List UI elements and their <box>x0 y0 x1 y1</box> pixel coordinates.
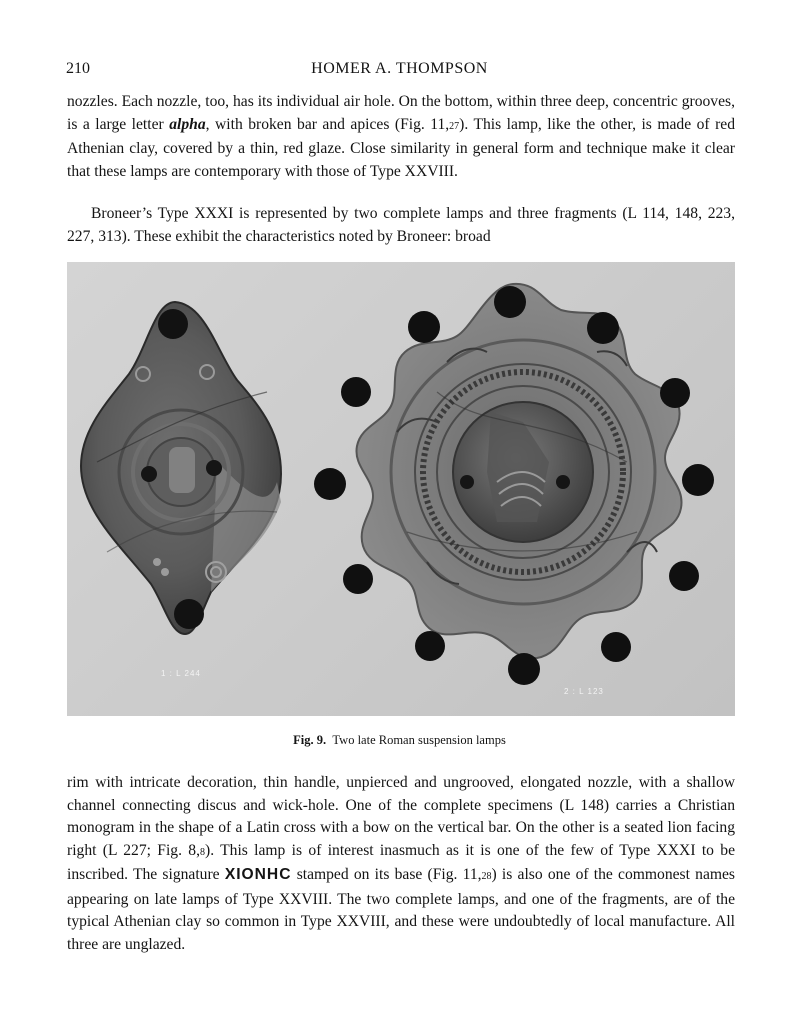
label-lamp-2: 2 : L 123 <box>564 687 604 696</box>
lamp-1 <box>81 302 281 678</box>
p3-text-d: ) is also one of the commonest names appearing on late lamps of Type XXVIII. The two complete lamps, and one of the fragments, are of the typical Athenian clay so common in Type XXVIII, and these were undoubtedly of local manufacture. All three are unglazed. <box>67 866 735 953</box>
label-lamp-1: 1 : L 244 <box>161 669 201 678</box>
lamps-photograph <box>67 262 735 716</box>
fig-ref-27: 27 <box>449 120 460 132</box>
paragraph-3 <box>67 772 735 956</box>
figure-photo <box>67 262 735 716</box>
p3-text-b: ). This lamp is of interest inasmuch as it is one of the few of Type XXXI to be inscribed. The signature <box>67 841 735 883</box>
signature: XIONHC <box>224 866 292 883</box>
running-title: HOMER A. THOMPSON <box>311 60 488 77</box>
p1-text: nozzles. Each nozzle, too, has its individual air hole. On the bottom, within three deep, concentric grooves, is a large letter <box>67 93 735 133</box>
fig-ref-8: 8 <box>200 846 205 858</box>
lamp-2 <box>314 284 714 696</box>
paragraph-1 <box>67 91 735 183</box>
caption-text: Two late Roman suspension lamps <box>332 733 506 747</box>
figure-caption <box>0 733 799 748</box>
page-number: 210 <box>66 60 90 77</box>
p1-text-c: ). This lamp, like the other, is made of red Athenian clay, covered by a thin, red glaze. Close similarity in general form and technique make it clear that these lamps are contemporary with those of Type XXVIII. <box>67 115 736 180</box>
p1-text-b: , with broken bar and apices (Fig. 11, <box>205 115 450 133</box>
paragraph-2: Broneer’s Type XXXI is represented by two complete lamps and three fragments (L 114, 148, 223, 227, 313). These exhibit the characteristics noted by Broneer: broad <box>67 205 735 245</box>
p3-text-c: stamped on its base (Fig. 11, <box>296 866 482 883</box>
p3-text-a: rim with intricate decoration, thin handle, unpierced and ungrooved, elongated nozzle, with a shallow channel connecting discus and wick-hole. One of the complete specimens (L 148) carries a Christian monogram in the shape of a Latin cross with a bow on the vertical bar. On the other is a seated lion facing right (L 227; Fig. 8, <box>67 774 735 859</box>
alpha-word: alpha <box>169 115 206 133</box>
caption-number: Fig. 9. <box>293 733 327 747</box>
fig-ref-28: 28 <box>481 871 492 882</box>
